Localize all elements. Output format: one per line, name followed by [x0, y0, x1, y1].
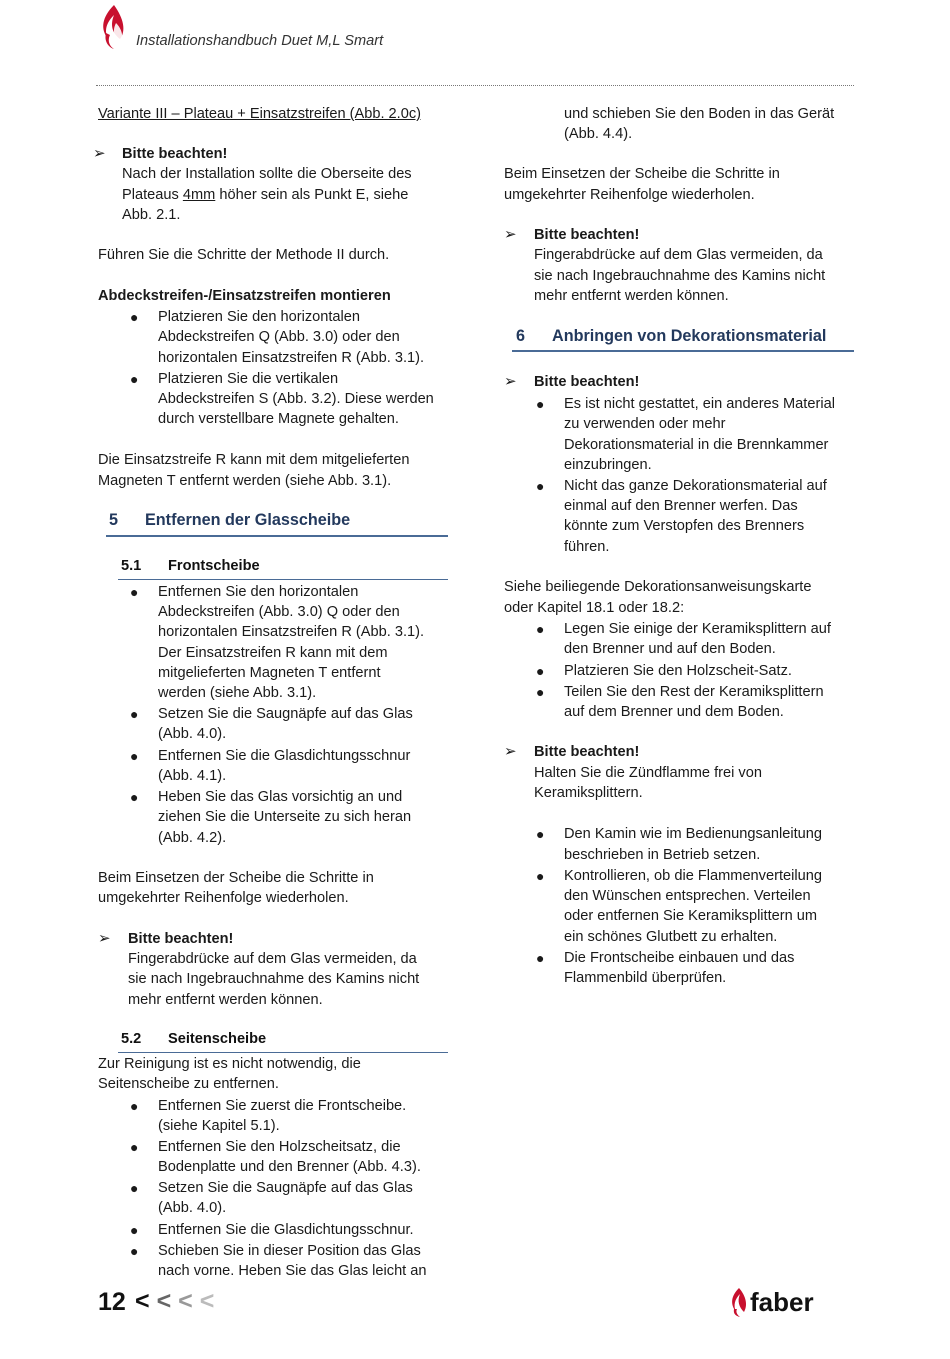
list-item: den Brenner und auf den Boden.: [564, 641, 776, 657]
bullet-dot-icon: ●: [130, 1180, 139, 1196]
paragraph: umgekehrter Reihenfolge wiederholen.: [504, 187, 755, 203]
paragraph: umgekehrter Reihenfolge wiederholen.: [98, 890, 349, 906]
note-line: Fingerabdrücke auf dem Glas vermeiden, da: [128, 951, 417, 967]
subsection-number: 5.1: [121, 558, 142, 574]
note-line: Keramiksplittern.: [534, 785, 643, 801]
subsection-rule: [118, 1052, 448, 1053]
section-number: 5: [109, 511, 119, 529]
bullet-dot-icon: ●: [536, 396, 545, 412]
paragraph: Siehe beiliegende Dekorationsanweisungskarte: [504, 579, 812, 595]
list-item: (Abb. 4.0).: [158, 726, 227, 742]
chevron-left-icon[interactable]: <: [156, 1287, 172, 1315]
bullet-dot-icon: ●: [130, 371, 139, 387]
note-title: Bitte beachten!: [534, 374, 640, 390]
paragraph: Beim Einsetzen der Scheibe die Schritte in: [504, 166, 780, 182]
arrow-bullet-icon: ➢: [504, 373, 517, 390]
list-item: Entfernen Sie den horizontalen: [158, 584, 359, 600]
note-line: Halten Sie die Zündflamme frei von: [534, 765, 762, 781]
bullet-dot-icon: ●: [536, 826, 545, 842]
paragraph: Seitenscheibe zu entfernen.: [98, 1076, 279, 1092]
list-item: Bodenplatte und den Brenner (Abb. 4.3).: [158, 1159, 421, 1175]
bullet-dot-icon: ●: [130, 1243, 139, 1259]
paragraph: oder Kapitel 18.1 oder 18.2:: [504, 600, 685, 616]
note-line: mehr entfernt werden können.: [534, 288, 729, 304]
note-title: Bitte beachten!: [534, 227, 640, 243]
list-item: Es ist nicht gestattet, ein anderes Material: [564, 396, 835, 412]
list-item: horizontalen Einsatzstreifen R (Abb. 3.1).: [158, 350, 425, 366]
list-item: beschrieben in Betrieb setzen.: [564, 847, 761, 863]
list-item: Teilen Sie den Rest der Keramiksplittern: [564, 684, 824, 700]
bullet-dot-icon: ●: [536, 950, 545, 966]
subsection-title: Frontscheibe: [168, 558, 260, 574]
header-title: Installationshandbuch Duet M,L Smart: [136, 33, 384, 49]
list-item: den Wünschen entsprechen. Verteilen: [564, 888, 811, 904]
page-number: 12: [98, 1288, 126, 1316]
section-rule: [512, 350, 854, 352]
list-item: Platzieren Sie den horizontalen: [158, 309, 361, 325]
list-item: Schieben Sie in dieser Position das Glas: [158, 1243, 421, 1259]
chevron-left-icon[interactable]: <: [135, 1287, 150, 1315]
list-item: Nicht das ganze Dekorationsmaterial auf: [564, 478, 827, 494]
list-item: führen.: [564, 539, 610, 555]
arrow-bullet-icon: ➢: [504, 226, 517, 243]
bullet-dot-icon: ●: [130, 1222, 139, 1238]
list-item: Heben Sie das Glas vorsichtig an und: [158, 789, 403, 805]
paragraph: (Abb. 4.4).: [564, 126, 633, 142]
chevron-left-icon[interactable]: <: [199, 1287, 215, 1315]
bullet-dot-icon: ●: [536, 478, 545, 494]
list-item: (Abb. 4.2).: [158, 830, 227, 846]
list-item: werden (siehe Abb. 3.1).: [158, 685, 317, 701]
note-line: sie nach Ingebrauchnahme des Kamins nicht: [128, 971, 420, 987]
note-title: Bitte beachten!: [128, 931, 234, 947]
list-item: Kontrollieren, ob die Flammenverteilung: [564, 868, 822, 884]
paragraph: Zur Reinigung ist es nicht notwendig, die: [98, 1056, 361, 1072]
header-divider: [96, 85, 854, 86]
faber-logo: [728, 1287, 828, 1319]
list-item: (Abb. 4.0).: [158, 1200, 227, 1216]
list-item: Platzieren Sie die vertikalen: [158, 371, 339, 387]
arrow-bullet-icon: ➢: [504, 743, 517, 760]
bullet-dot-icon: ●: [536, 868, 545, 884]
list-item: Der Einsatzstreifen R kann mit dem: [158, 645, 388, 661]
list-item: (Abb. 4.1).: [158, 768, 227, 784]
list-item: Abdeckstreifen S (Abb. 3.2). Diese werden: [158, 391, 434, 407]
list-item: Legen Sie einige der Keramiksplittern auf: [564, 621, 831, 637]
section-title: Anbringen von Dekorationsmaterial: [552, 327, 827, 345]
list-item: einzubringen.: [564, 457, 652, 473]
list-item: ein schönes Glutbett zu erhalten.: [564, 929, 778, 945]
list-item: Setzen Sie die Saugnäpfe auf das Glas: [158, 706, 413, 722]
list-item: auf dem Brenner und dem Boden.: [564, 704, 784, 720]
list-item: Platzieren Sie den Holzscheit-Satz.: [564, 663, 792, 679]
list-item: Entfernen Sie die Glasdichtungsschnur.: [158, 1222, 414, 1238]
list-item: einmal auf den Brenner werfen. Das: [564, 498, 798, 514]
section-rule: [106, 535, 448, 537]
bullet-dot-icon: ●: [130, 706, 139, 722]
bullet-dot-icon: ●: [130, 1098, 139, 1114]
list-item: Entfernen Sie den Holzscheitsatz, die: [158, 1139, 401, 1155]
variant-title: Variante III – Plateau + Einsatzstreifen (Abb. 2.0c): [98, 106, 421, 122]
paragraph: Magneten T entfernt werden (siehe Abb. 3.1).: [98, 473, 392, 489]
list-item: Den Kamin wie im Bedienungsanleitung: [564, 826, 822, 842]
list-item: nach vorne. Heben Sie das Glas leicht an: [158, 1263, 427, 1279]
page-chevrons: [135, 1287, 214, 1316]
section-title: Entfernen der Glasscheibe: [145, 511, 351, 529]
note-line: mehr entfernt werden können.: [128, 992, 323, 1008]
bullet-dot-icon: ●: [536, 684, 545, 700]
bullet-dot-icon: ●: [130, 789, 139, 805]
note-line: sie nach Ingebrauchnahme des Kamins nicht: [534, 268, 826, 284]
list-item: könnte zum Verstopfen des Brenners: [564, 518, 805, 534]
subsection-rule: [118, 579, 448, 580]
faber-flame-icon: [728, 1287, 750, 1317]
brand-wordmark: faber: [750, 1287, 814, 1317]
method-text: Führen Sie die Schritte der Methode II durch.: [98, 247, 390, 263]
list-item: zu verwenden oder mehr: [564, 416, 726, 432]
list-item: Flammenbild überprüfen.: [564, 970, 727, 986]
list-item: Die Frontscheibe einbauen und das: [564, 950, 795, 966]
note-line: Abb. 2.1.: [122, 207, 181, 223]
list-item: horizontalen Einsatzstreifen R (Abb. 3.1).: [158, 624, 425, 640]
list-item: (siehe Kapitel 5.1).: [158, 1118, 280, 1134]
list-item: mitgelieferten Magneten T entfernt: [158, 665, 381, 681]
bullet-dot-icon: ●: [130, 1139, 139, 1155]
mount-title: Abdeckstreifen-/Einsatzstreifen montieren: [98, 288, 391, 304]
bullet-dot-icon: ●: [130, 309, 139, 325]
list-item: Abdeckstreifen (Abb. 3.0) Q oder den: [158, 604, 400, 620]
list-item: Dekorationsmaterial in die Brennkammer: [564, 437, 829, 453]
list-item: Entfernen Sie die Glasdichtungsschnur: [158, 748, 411, 764]
paragraph: Die Einsatzstreife R kann mit dem mitgelieferten: [98, 452, 410, 468]
bullet-dot-icon: ●: [130, 584, 139, 600]
note-line: Fingerabdrücke auf dem Glas vermeiden, da: [534, 247, 823, 263]
list-item: oder entfernen Sie Keramiksplittern um: [564, 908, 818, 924]
note-title: Bitte beachten!: [122, 146, 228, 162]
arrow-bullet-icon: ➢: [93, 145, 106, 162]
subsection-number: 5.2: [121, 1031, 142, 1047]
list-item: Abdeckstreifen Q (Abb. 3.0) oder den: [158, 329, 400, 345]
bullet-dot-icon: ●: [536, 663, 545, 679]
note-line: Nach der Installation sollte die Oberseite des: [122, 166, 412, 182]
subsection-title: Seitenscheibe: [168, 1031, 267, 1047]
paragraph: und schieben Sie den Boden in das Gerät: [564, 106, 835, 122]
bullet-dot-icon: ●: [130, 748, 139, 764]
note-title: Bitte beachten!: [534, 744, 640, 760]
bullet-dot-icon: ●: [536, 621, 545, 637]
section-number: 6: [516, 327, 526, 345]
arrow-bullet-icon: ➢: [98, 930, 111, 947]
list-item: ziehen Sie die Unterseite zu sich heran: [158, 809, 412, 825]
chevron-left-icon[interactable]: <: [178, 1287, 193, 1315]
note-line: Plateaus 4mm höher sein als Punkt E, siehe: [122, 187, 409, 203]
list-item: Setzen Sie die Saugnäpfe auf das Glas: [158, 1180, 413, 1196]
list-item: durch verstellbare Magnete gehalten.: [158, 411, 399, 427]
header-flame-logo: [96, 3, 132, 51]
paragraph: Beim Einsetzen der Scheibe die Schritte in: [98, 870, 374, 886]
list-item: Entfernen Sie zuerst die Frontscheibe.: [158, 1098, 407, 1114]
